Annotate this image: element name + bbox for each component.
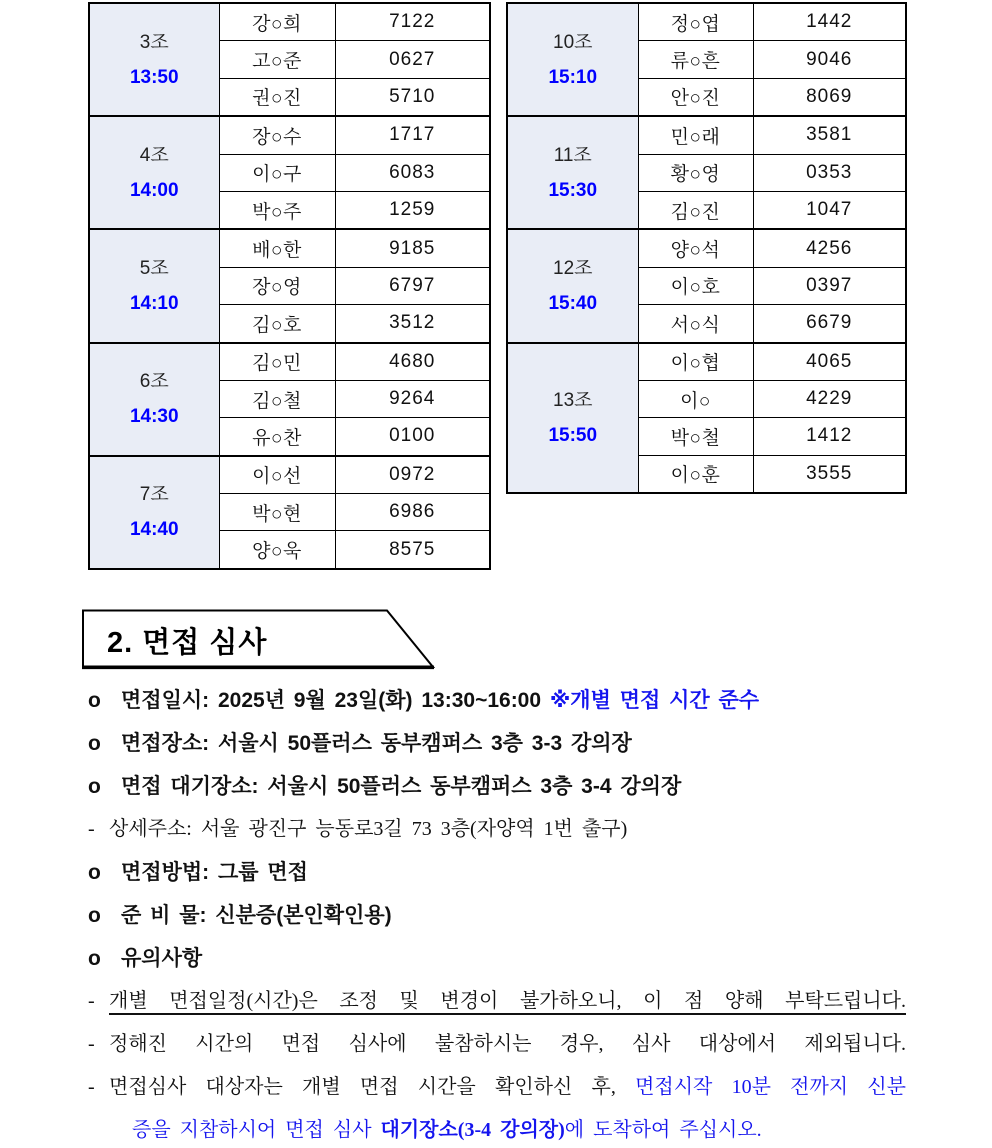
bullet-marker: o <box>88 775 101 798</box>
group-cell <box>507 116 638 229</box>
bullet-marker: o <box>88 689 101 712</box>
detail-text <box>121 904 392 927</box>
member-name-cell: 양○욱 <box>219 531 335 569</box>
member-name-cell: 이○훈 <box>638 455 753 493</box>
group-cell <box>89 116 219 229</box>
detail-text <box>121 775 681 798</box>
group-time: 15:30 <box>548 179 598 201</box>
member-name-cell: 강○희 <box>219 3 335 41</box>
member-code-cell: 6986 <box>335 494 490 531</box>
member-name-cell: 고○준 <box>219 41 335 78</box>
group-cell <box>507 343 638 494</box>
group-label: 5조 <box>139 257 169 279</box>
member-code-cell: 6083 <box>335 154 490 191</box>
detail-line <box>88 1074 906 1102</box>
detail-line <box>88 902 906 930</box>
schedule-row <box>89 229 490 267</box>
member-name-cell: 이○ <box>638 380 753 417</box>
member-name-cell: 권○진 <box>219 78 335 116</box>
group-label: 12조 <box>553 257 593 279</box>
detail-text <box>121 861 308 884</box>
member-code-cell: 3581 <box>753 116 906 154</box>
member-code-cell: 0972 <box>335 456 490 494</box>
detail-text-segment: 대기장소(3-4 강의장) <box>380 1119 565 1141</box>
group-cell <box>89 3 219 116</box>
schedule-row <box>89 456 490 494</box>
bullet-marker: o <box>88 861 101 884</box>
member-name-cell: 이○협 <box>638 343 753 381</box>
detail-text-segment: 개별 면접일정(시간)은 조정 및 변경이 불가하오니, 이 점 양해 부탁드립니다. <box>109 990 906 1012</box>
group-time: 14:00 <box>129 179 179 201</box>
member-code-cell: 8575 <box>335 531 490 569</box>
member-name-cell: 안○진 <box>638 78 753 116</box>
detail-line <box>88 859 906 887</box>
detail-text-segment: 준 비 물: 신분증(본인확인용) <box>121 904 392 927</box>
member-name-cell: 이○선 <box>219 456 335 494</box>
group-time: 14:10 <box>129 292 179 314</box>
member-code-cell: 1412 <box>753 418 906 455</box>
member-code-cell: 9264 <box>335 380 490 417</box>
member-code-cell: 6679 <box>753 305 906 343</box>
group-cell <box>89 343 219 456</box>
member-code-cell: 0397 <box>753 267 906 304</box>
member-name-cell: 양○석 <box>638 229 753 267</box>
detail-line <box>88 1031 906 1059</box>
bullet-marker: o <box>88 732 101 755</box>
detail-text <box>121 689 759 712</box>
group-label: 3조 <box>139 31 169 53</box>
member-name-cell: 류○흔 <box>638 41 753 78</box>
detail-text-segment: 면접일시: 2025년 9월 23일(화) 13:30~16:00 <box>121 689 550 712</box>
member-code-cell: 5710 <box>335 78 490 116</box>
member-code-cell: 1259 <box>335 191 490 229</box>
member-code-cell: 0353 <box>753 154 906 191</box>
member-name-cell: 박○철 <box>638 418 753 455</box>
detail-text-segment: 면접시작 10분 전까지 신분 <box>615 1076 906 1098</box>
interview-schedule-table-right <box>506 2 907 494</box>
member-code-cell: 9185 <box>335 229 490 267</box>
member-code-cell: 0627 <box>335 41 490 78</box>
detail-text-segment: 면접장소: 서울시 50플러스 동부캠퍼스 3층 3-3 강의장 <box>121 732 632 755</box>
interview-schedule-table-left <box>88 2 491 570</box>
member-name-cell: 정○엽 <box>638 3 753 41</box>
schedule-table-body-left <box>89 3 490 569</box>
detail-text-segment: 면접 대기장소: 서울시 50플러스 동부캠퍼스 3층 3-4 강의장 <box>121 775 682 798</box>
member-name-cell: 민○래 <box>638 116 753 154</box>
bullet-marker: o <box>88 904 101 927</box>
group-cell <box>507 229 638 342</box>
group-cell <box>89 229 219 342</box>
group-time: 15:40 <box>548 292 598 314</box>
detail-text-segment: 유의사항 <box>121 947 203 970</box>
detail-text <box>132 1119 762 1141</box>
detail-line <box>88 687 906 715</box>
schedule-row <box>89 3 490 41</box>
group-time: 15:10 <box>548 66 598 88</box>
detail-text-segment: 면접방법: 그룹 면접 <box>121 861 308 884</box>
member-code-cell: 8069 <box>753 78 906 116</box>
member-name-cell: 이○호 <box>638 267 753 304</box>
member-code-cell: 1442 <box>753 3 906 41</box>
member-name-cell: 박○주 <box>219 191 335 229</box>
member-code-cell: 7122 <box>335 3 490 41</box>
detail-line <box>88 773 906 801</box>
detail-line <box>88 816 906 844</box>
detail-text-segment: 에 도착하여 주십시오. <box>564 1119 762 1141</box>
member-name-cell: 서○식 <box>638 305 753 343</box>
member-code-cell: 1717 <box>335 116 490 154</box>
schedule-table-body-right <box>507 3 906 493</box>
section-title: 2. 면접 심사 <box>107 627 268 659</box>
group-cell <box>89 456 219 569</box>
detail-line <box>88 730 906 758</box>
member-code-cell: 4229 <box>753 380 906 417</box>
detail-text-segment: ※개별 면접 시간 준수 <box>549 689 760 712</box>
member-name-cell: 유○찬 <box>219 418 335 456</box>
member-code-cell: 3512 <box>335 305 490 343</box>
detail-text <box>109 990 906 1012</box>
dash-marker: - <box>88 818 95 840</box>
member-name-cell: 장○영 <box>219 267 335 304</box>
group-cell <box>507 3 638 116</box>
detail-text-segment: 정해진 시간의 면접 심사에 불참하시는 경우, 심사 대상에서 제외됩니다. <box>109 1033 906 1055</box>
member-code-cell: 9046 <box>753 41 906 78</box>
bullet-marker: o <box>88 947 101 970</box>
detail-text <box>121 732 632 755</box>
member-name-cell: 배○한 <box>219 229 335 267</box>
member-name-cell: 김○호 <box>219 305 335 343</box>
detail-text <box>109 1076 906 1098</box>
member-code-cell: 1047 <box>753 191 906 229</box>
member-code-cell: 6797 <box>335 267 490 304</box>
group-label: 7조 <box>139 484 169 506</box>
schedule-row <box>89 116 490 154</box>
detail-text <box>109 818 627 840</box>
member-name-cell: 김○진 <box>638 191 753 229</box>
detail-text <box>121 947 202 970</box>
dash-marker: - <box>88 990 95 1012</box>
group-label: 10조 <box>553 31 593 53</box>
group-label: 13조 <box>553 389 593 411</box>
member-name-cell: 황○영 <box>638 154 753 191</box>
interview-details <box>88 687 906 1148</box>
member-code-cell: 3555 <box>753 455 906 493</box>
group-time: 14:40 <box>129 519 179 541</box>
dash-marker: - <box>88 1033 95 1055</box>
schedule-row <box>507 229 906 267</box>
detail-text-segment: 증을 지참하시어 면접 심사 <box>132 1119 381 1141</box>
section-banner <box>82 609 438 671</box>
group-label: 6조 <box>139 371 169 393</box>
member-code-cell: 4065 <box>753 343 906 381</box>
schedule-row <box>507 116 906 154</box>
member-name-cell: 김○민 <box>219 343 335 381</box>
member-name-cell: 박○현 <box>219 494 335 531</box>
detail-text <box>109 1033 906 1055</box>
member-name-cell: 김○철 <box>219 380 335 417</box>
group-label: 4조 <box>139 144 169 166</box>
detail-line <box>88 988 906 1016</box>
member-code-cell: 4680 <box>335 343 490 381</box>
detail-line <box>88 945 906 973</box>
group-time: 15:50 <box>548 424 598 446</box>
member-name-cell: 이○구 <box>219 154 335 191</box>
schedule-row <box>507 3 906 41</box>
member-code-cell: 0100 <box>335 418 490 456</box>
member-name-cell: 장○수 <box>219 116 335 154</box>
member-code-cell: 4256 <box>753 229 906 267</box>
group-time: 13:50 <box>129 66 179 88</box>
detail-line <box>88 1117 906 1145</box>
detail-text-segment: 면접심사 대상자는 개별 면접 시간을 확인하신 후, <box>109 1076 616 1098</box>
dash-marker: - <box>88 1076 95 1098</box>
schedule-row <box>507 343 906 381</box>
detail-text-segment: 상세주소: 서울 광진구 능동로3길 73 3층(자양역 1번 출구) <box>109 818 628 840</box>
group-label: 11조 <box>553 144 592 166</box>
group-time: 14:30 <box>129 406 179 428</box>
schedule-row <box>89 343 490 381</box>
